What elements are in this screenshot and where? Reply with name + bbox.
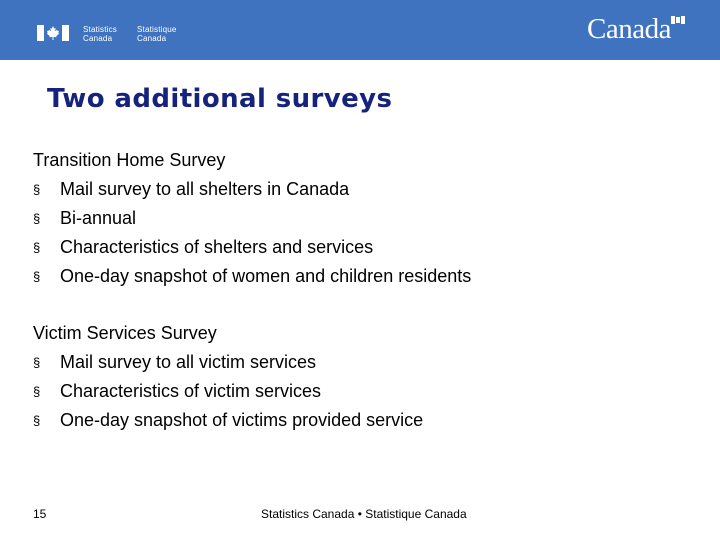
section-heading: Victim Services Survey	[33, 323, 217, 343]
list-item: § Mail survey to all victim services	[33, 348, 423, 377]
list-item: § Characteristics of victim services	[33, 377, 423, 406]
list-item: § Characteristics of shelters and services	[33, 233, 471, 262]
agency-name-english: Statistics Canada	[83, 25, 118, 43]
header-band	[0, 0, 720, 60]
canada-wordmark: Canada	[587, 13, 671, 45]
bullet-icon: §	[33, 182, 41, 197]
bullet-icon: §	[33, 413, 41, 428]
agency-name-french: Statistique Canada	[137, 25, 177, 43]
bullet-icon: §	[33, 211, 41, 226]
transition-home-survey-section	[33, 146, 471, 291]
bullet-icon: §	[33, 355, 41, 370]
list-item: § Mail survey to all shelters in Canada	[33, 175, 471, 204]
slide-title: Two additional surveys	[47, 84, 393, 114]
victim-services-survey-section	[33, 319, 423, 435]
page-number: 15	[33, 507, 47, 521]
section-heading: Transition Home Survey	[33, 150, 226, 170]
canada-flag-icon	[37, 25, 69, 41]
list-item: § One-day snapshot of women and children residents	[33, 262, 471, 291]
footer-text: Statistics Canada • Statistique Canada	[261, 507, 467, 521]
bullet-icon: §	[33, 384, 41, 399]
wordmark-flag-icon	[671, 16, 685, 24]
list-item: § Bi-annual	[33, 204, 471, 233]
bullet-icon: §	[33, 240, 41, 255]
bullet-icon: §	[33, 269, 41, 284]
list-item: § One-day snapshot of victims provided service	[33, 406, 423, 435]
